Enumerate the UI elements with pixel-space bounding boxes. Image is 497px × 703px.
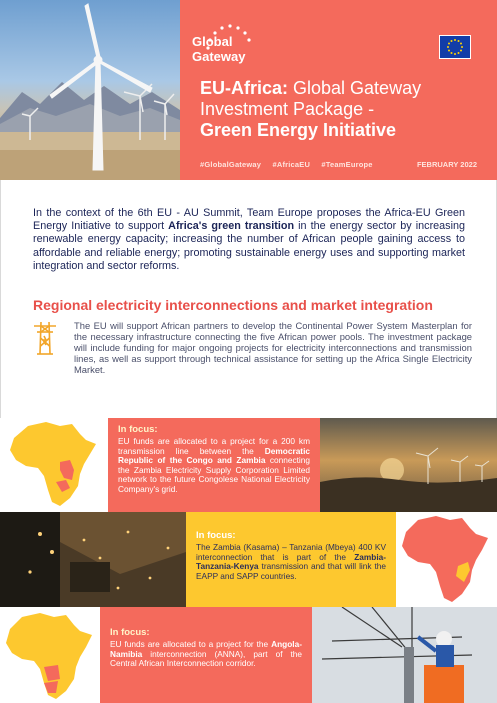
title-line-3: Green Energy Initiative [200, 120, 397, 140]
focus-text-part: The Zambia (Kasama) – Tanzania (Mbeya) 400 KV interconnection that is part of the [196, 542, 386, 562]
intro-text: In the context of the 6th EU - AU Summit, Team Europe proposes the Africa-EU Green Energy Initiative to support [33, 207, 465, 233]
intro-text: in the energy sector by increasing renewable energy capacity; increasing the number of African people gaining access to affordable and reliable energy; promoting sustainable energy uses and supporting market integration and sector reforms. [33, 220, 465, 272]
focus-text-part: connecting the Zambia Electricity Supply Corporation Limited network to the future Congolese National Electricity Company's grid. [118, 455, 310, 494]
logo-line-2: Gateway [192, 49, 246, 64]
title-bold: EU-Africa: [200, 78, 289, 98]
focus-text-part: EU funds are allocated to a project for the [110, 639, 272, 649]
title-rest: Global Gateway Investment Package - [200, 78, 422, 119]
focus-text [118, 437, 310, 495]
line-worker-photo [312, 607, 497, 703]
focus-text [110, 640, 302, 669]
focus-title: In focus: [118, 424, 158, 435]
publication-date: FEBRUARY 2022 [416, 160, 477, 169]
power-pylon-icon [32, 320, 58, 356]
wind-farm-sunset-photo [320, 418, 497, 512]
section-heading: Regional electricity interconnections and market integration [33, 297, 433, 313]
night-power-station-photo [0, 512, 186, 607]
focus-title: In focus: [110, 627, 150, 638]
focus-text-part: transmission and that will link the EAPP and SAPP countries. [196, 561, 386, 581]
focus-title: In focus: [196, 530, 236, 541]
focus-row-1 [0, 418, 497, 512]
africa-map-icon [0, 607, 100, 703]
focus-text-part: interconnection (ANNA), part of the Central African Interconnection corridor. [110, 648, 302, 669]
focus-row-3 [0, 607, 497, 703]
global-gateway-logo [192, 34, 245, 64]
africa-map-icon [0, 418, 108, 512]
focus-text-part: EU funds are allocated to a project for a 200 km transmission line between the [118, 436, 310, 456]
intro-bold: Africa's green transition [168, 220, 295, 233]
hashtags [200, 160, 382, 169]
hashtag: #TeamEurope [321, 160, 373, 169]
africa-map-icon [396, 512, 497, 607]
focus-text-bold: Angola-Namibia [110, 639, 302, 659]
focus-text [196, 543, 386, 581]
page-title [200, 78, 490, 141]
hero-banner [0, 0, 497, 180]
eu-flag-icon [439, 35, 471, 59]
hashtag: #AfricaEU [272, 160, 311, 169]
wind-turbine-photo [0, 0, 180, 180]
focus-text-bold: Zambia-Tanzania-Kenya [196, 551, 386, 572]
focus-card-1 [108, 418, 320, 512]
hashtag: #GlobalGateway [200, 160, 262, 169]
focus-card-2 [186, 512, 396, 607]
intro-paragraph [33, 207, 465, 273]
focus-text-bold: Democratic Republic of the Congo and Zambia [118, 445, 310, 466]
hero-title-panel [180, 0, 497, 180]
focus-card-3 [100, 607, 312, 703]
logo-line-1: Global [192, 34, 233, 49]
focus-row-2 [0, 512, 497, 607]
section-body: The EU will support African partners to develop the Continental Power System Masterplan for the necessary infrastructure connecting the five African power pools. The investment package will include funding for major ongoing projects for electricity interconnections and transmission lines, as well as support through technical assistance for setting up the Africa Single Electricity Market. [74, 320, 472, 375]
